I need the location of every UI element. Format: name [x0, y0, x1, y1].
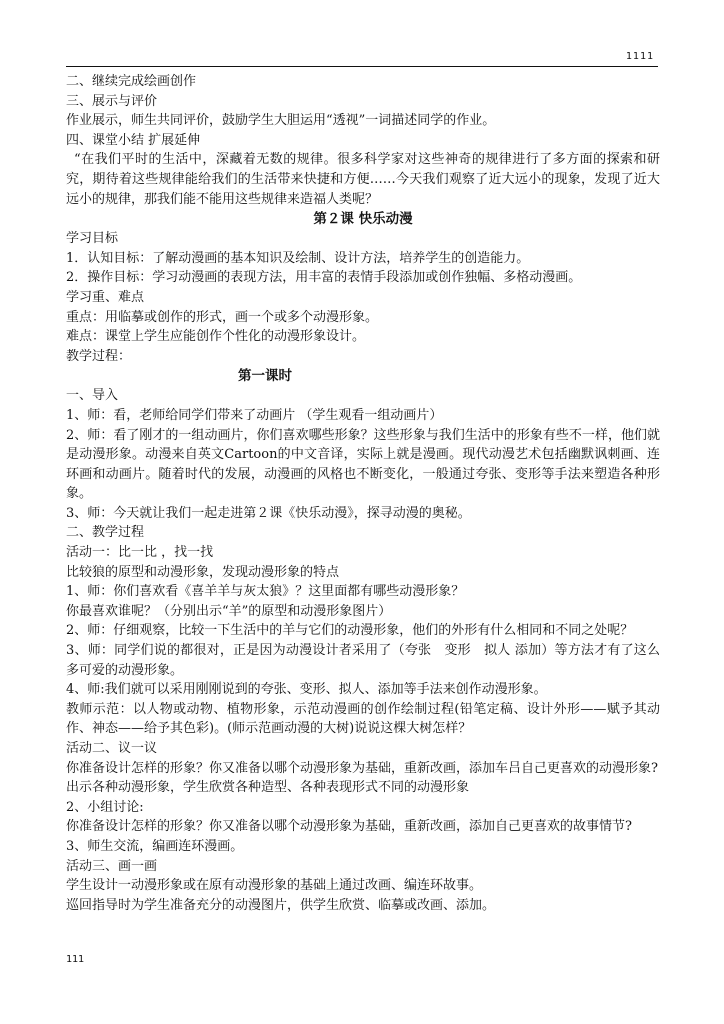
section-heading: 教学过程：: [66, 348, 132, 364]
paragraph: 出示各种动漫形象，学生欣赏各种造型、各种表现形式不同的动漫形象: [66, 780, 470, 796]
paragraph: 3、师生交流，编画连环漫画。: [66, 838, 244, 854]
footer-page-number: 111: [66, 954, 85, 965]
header-rule: [66, 66, 658, 67]
paragraph: 作业展示，师生共同评价，鼓励学生大胆运用“透视”一词描述同学的作业。: [66, 113, 496, 129]
paragraph: 你准备设计怎样的形象？你又准备以哪个动漫形象为基础，重新改画，添加车吕自己更喜欢的动漫形象?: [66, 760, 658, 776]
header-page-number: 1111: [625, 51, 654, 62]
paragraph: 1、师：看，老师给同学们带来了动画片 （学生观看一组动画片）: [66, 407, 443, 423]
paragraph: 3、师：今天就让我们一起走进第２课《快乐动漫》，探寻动漫的奥秘。: [66, 505, 471, 521]
paragraph: 你准备设计怎样的形象？你又准备以哪个动漫形象为基础，重新改画，添加自己更喜欢的故事情节?: [66, 819, 632, 835]
document-body: [66, 72, 660, 915]
section-heading: 二、继续完成绘画创作: [66, 74, 197, 89]
lesson-title: 第２课 快乐动漫: [313, 211, 413, 228]
paragraph: 巡回指导时为学生准备充分的动漫图片，供学生欣赏、临摹或改画、添加。: [66, 897, 496, 913]
paragraph: 2、师：仔细观察，比较一下生活中的羊与它们的动漫形象，他们的外形有什么相同和不同之处呢？: [66, 623, 634, 639]
activity-heading: 活动二、议一议: [66, 741, 158, 756]
paragraph: 难点：课堂上学生应能创作个性化的动漫形象设计。: [66, 329, 366, 345]
paragraph: 2、师：看了刚才的一组动画片，你们喜欢哪些形象？这些形象与我们生活中的形象有些不一样，他们就是动漫形象。动漫来自英文Cartoon的中文音译，实际上就是漫画。现代动漫艺术包括幽默讽刺画、连环画和动画片。随着时代的发展，动漫画的风格也不断变化，一般通过夸张、变形等手法来塑造各种形象。: [66, 427, 660, 502]
section-heading: 四、课堂小结 扩展延伸: [66, 132, 201, 148]
paragraph: 比较狼的原型和动漫形象，发现动漫形象的特点: [66, 564, 340, 580]
paragraph: 2．操作目标：学习动漫画的表现方法，用丰富的表情手段添加或创作独幅、多格动漫画。: [66, 270, 582, 286]
activity-heading: 活动一：比一比 ，找一找: [66, 545, 214, 561]
section-heading: 学习重、难点: [66, 289, 145, 305]
paragraph: 学生设计一动漫形象或在原有动漫形象的基础上通过改画、编连环故事。: [66, 878, 483, 894]
paragraph: 1．认知目标：了解动漫画的基本知识及绘制、设计方法，培养学生的创造能力。: [66, 250, 530, 266]
paragraph: 2、小组讨论:: [66, 799, 144, 815]
paragraph: 教师示范：以人物或动物、植物形象，示范动漫画的创作绘制过程(铅笔定稿、设计外形——赋予其动作、神态——给予其色彩)。(师示范画动漫的大树)说说这棵大树怎样？: [66, 701, 660, 737]
section-heading: 学习目标: [66, 231, 119, 247]
paragraph: 1、师：你们喜欢看《喜羊羊与灰太狼》？这里面都有哪些动漫形象？: [66, 584, 465, 600]
section-heading: 三、展示与评价: [66, 93, 158, 109]
paragraph: 4、师:我们就可以采用刚刚说到的夸张、变形、拟人、添加等手法来创作动漫形象。: [66, 682, 547, 698]
activity-heading: 活动三、画一画: [66, 858, 158, 874]
paragraph: 重点：用临摹或创作的形式，画一个或多个动漫形象。: [66, 309, 379, 325]
paragraph: 你最喜欢谁呢？（分别出示“羊”的原型和动漫形象图片）: [66, 603, 392, 619]
lesson-session-title: 第一课时: [238, 368, 292, 385]
paragraph: “在我们平时的生活中，深藏着无数的规律。很多科学家对这些神奇的规律进行了多方面的探索和研究，期待着这些规律能给我们的生活带来快捷和方便……今天我们观察了近大远小的现象，发现了近大远小的规律，那我们能不能用这些规律来造福人类呢？: [66, 152, 660, 207]
section-heading: 一、导入: [66, 388, 119, 404]
paragraph: 3、师：同学们说的都很对，正是因为动漫设计者采用了（夸张 变形 拟人 添加）等方法才有了这么多可爱的动漫形象。: [66, 643, 660, 678]
section-heading: 二、教学过程: [66, 525, 145, 541]
